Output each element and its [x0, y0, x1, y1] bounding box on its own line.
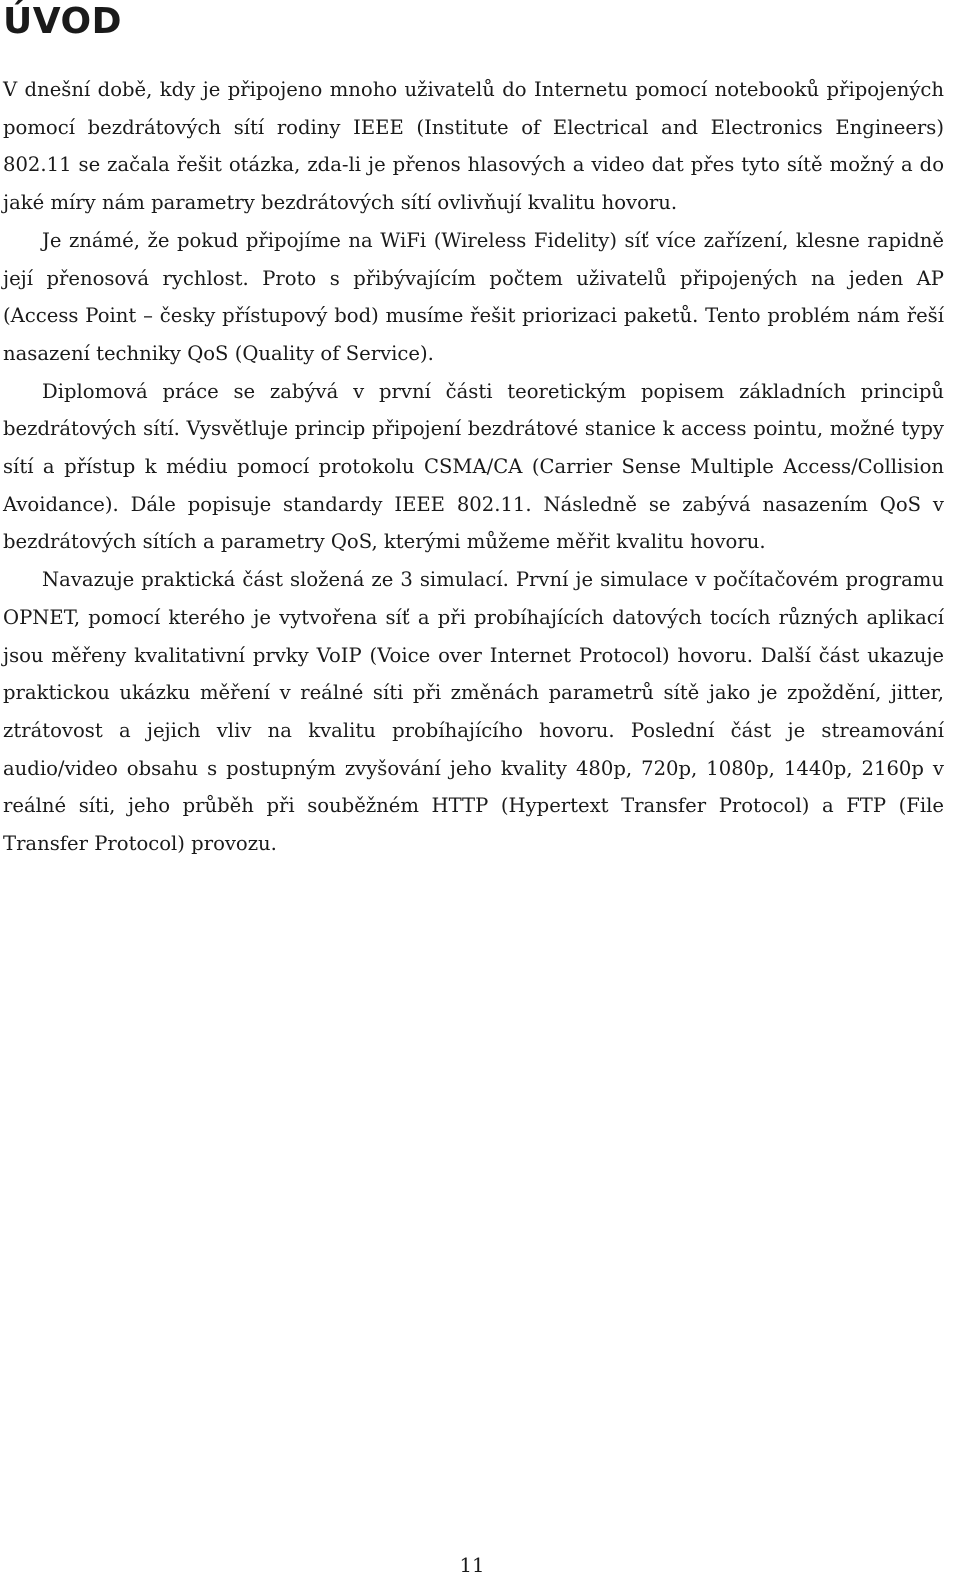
paragraph-intro: V dnešní době, kdy je připojeno mnoho uživatelů do Internetu pomocí notebooků připojených pomocí bezdrátových sítí rodiny IEEE (Institute of Electrical and Electronics Engineers) 802.11 se začala řešit otázka, zda-li je přenos hlasových a video dat přes tyto sítě možný a do jaké míry nám parametry bezdrátových sítí ovlivňují kvalitu hovoru.	[3, 78, 944, 215]
body-text	[3, 71, 944, 863]
paragraph-thesis-practice: Navazuje praktická část složená ze 3 simulací. První je simulace v počítačovém programu OPNET, pomocí kterého je vytvořena síť a při probíhajících datových tocích různých aplikací jsou měřeny kvalitativní prvky VoIP (Voice over Internet Protocol) hovoru. Další část ukazuje praktickou ukázku měření v reálné síti při změnách parametrů sítě jako je zpoždění, jitter, ztrátovost a jejich vliv na kvalitu probíhajícího hovoru. Poslední část je streamování audio/video obsahu s postupným zvyšování jeho kvality 480p, 720p, 1080p, 1440p, 2160p v reálné síti, jeho průběh při souběžném HTTP (Hypertext Transfer Protocol) a FTP (File Transfer Protocol) provozu.	[3, 568, 944, 856]
page-number: 11	[459, 1554, 485, 1577]
chapter-title: ÚVOD	[3, 1, 122, 42]
paragraph-wifi-speed: Je známé, že pokud připojíme na WiFi (Wireless Fidelity) síť více zařízení, klesne rapidně její přenosová rychlost. Proto s přibývajícím počtem uživatelů připojených na jeden AP (Access Point – česky přístupový bod) musíme řešit priorizaci paketů. Tento problém nám řeší nasazení techniky QoS (Quality of Service).	[3, 228, 944, 365]
paragraph-thesis-theory: Diplomová práce se zabývá v první části teoretickým popisem základních principů bezdrátových sítí. Vysvětluje princip připojení bezdrátové stanice k access pointu, možné typy sítí a přístup k médiu pomocí protokolu CSMA/CA (Carrier Sense Multiple Access/Collision Avoidance). Dále popisuje standardy IEEE 802.11. Následně se zabývá nasazením QoS v bezdrátových sítích a parametry QoS, kterými můžeme měřit kvalitu hovoru.	[3, 379, 944, 554]
